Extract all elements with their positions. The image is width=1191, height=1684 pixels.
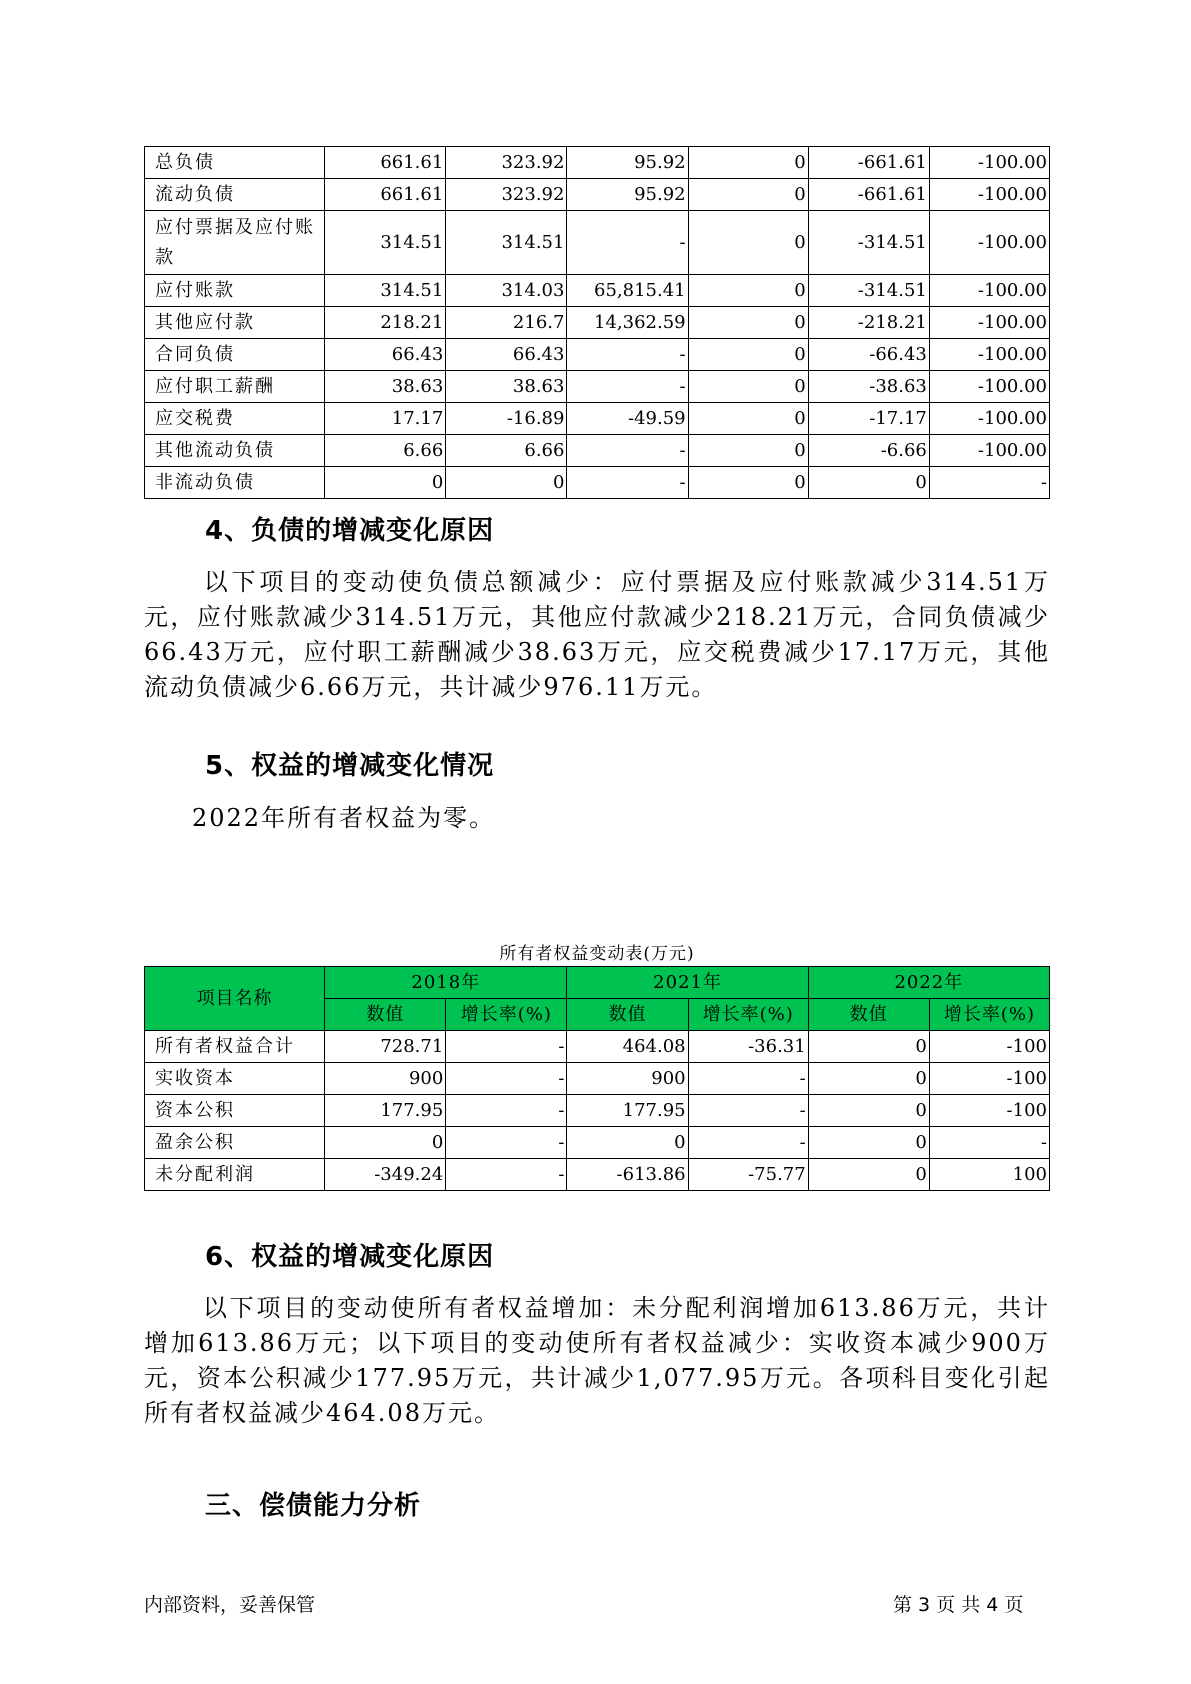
cell-value: 464.08 [567, 1031, 688, 1063]
cell-value: -314.51 [808, 211, 929, 275]
table-row [145, 1127, 1050, 1159]
cell-value: - [567, 339, 688, 371]
row-label: 应付账款 [145, 275, 325, 307]
cell-value: 65,815.41 [567, 275, 688, 307]
table-row [145, 211, 1050, 275]
cell-value: -6.66 [808, 435, 929, 467]
cell-value: - [446, 1031, 567, 1063]
row-label: 应交税费 [145, 403, 325, 435]
table-row [145, 339, 1050, 371]
row-label: 所有者权益合计 [145, 1031, 325, 1063]
table-row [145, 467, 1050, 499]
table-row [145, 371, 1050, 403]
cell-value: 0 [808, 1095, 929, 1127]
section-7-title: 三、偿债能力分析 [205, 1491, 422, 1521]
cell-value: 900 [567, 1063, 688, 1095]
cell-value: 314.51 [325, 275, 446, 307]
section-4-title: 4、负债的增减变化原因 [205, 516, 495, 546]
cell-value: 0 [688, 435, 808, 467]
cell-value: 95.92 [567, 179, 688, 211]
cell-value: - [567, 211, 688, 275]
header-value: 数值 [325, 999, 446, 1031]
cell-value: 0 [688, 275, 808, 307]
table-row [145, 147, 1050, 179]
row-label: 应付票据及应付账款 [145, 211, 325, 275]
cell-value: -613.86 [567, 1159, 688, 1191]
table-row [145, 307, 1050, 339]
cell-value: 900 [325, 1063, 446, 1095]
cell-value: -100.00 [929, 435, 1049, 467]
cell-value: -100.00 [929, 211, 1049, 275]
header-year-2022: 2022年 [808, 967, 1049, 999]
cell-value: 0 [688, 179, 808, 211]
header-value: 数值 [808, 999, 929, 1031]
cell-value: 323.92 [446, 147, 567, 179]
cell-value: 66.43 [446, 339, 567, 371]
cell-value: 0 [688, 147, 808, 179]
cell-value: 216.7 [446, 307, 567, 339]
section-5-body: 2022年所有者权益为零。 [192, 804, 496, 832]
section-5-paragraph [144, 801, 1050, 836]
equity-table-caption: 所有者权益变动表(万元) [499, 944, 695, 964]
cell-value: 0 [325, 467, 446, 499]
cell-value: 66.43 [325, 339, 446, 371]
cell-value: - [688, 1127, 808, 1159]
row-label: 总负债 [145, 147, 325, 179]
row-label: 盈余公积 [145, 1127, 325, 1159]
cell-value: -38.63 [808, 371, 929, 403]
cell-value: - [688, 1095, 808, 1127]
cell-value: 6.66 [325, 435, 446, 467]
section-4-paragraph [144, 565, 1050, 705]
cell-value: 38.63 [325, 371, 446, 403]
cell-value: 0 [688, 339, 808, 371]
cell-value: 0 [688, 371, 808, 403]
table-row [145, 1095, 1050, 1127]
cell-value: - [446, 1127, 567, 1159]
header-item-name: 项目名称 [145, 967, 325, 1031]
cell-value: 177.95 [567, 1095, 688, 1127]
cell-value: 0 [808, 1159, 929, 1191]
section-5-title: 5、权益的增减变化情况 [205, 751, 495, 781]
cell-value: 314.51 [325, 211, 446, 275]
table-row [145, 179, 1050, 211]
cell-value: 323.92 [446, 179, 567, 211]
cell-value: -36.31 [688, 1031, 808, 1063]
cell-value: -100.00 [929, 147, 1049, 179]
table-row [145, 403, 1050, 435]
cell-value: 0 [446, 467, 567, 499]
table-row [145, 1063, 1050, 1095]
cell-value: 0 [688, 211, 808, 275]
header-growth: 增长率(%) [446, 999, 567, 1031]
cell-value: -66.43 [808, 339, 929, 371]
cell-value: 0 [808, 1127, 929, 1159]
row-label: 合同负债 [145, 339, 325, 371]
cell-value: -349.24 [325, 1159, 446, 1191]
cell-value: - [929, 1127, 1049, 1159]
cell-value: -100 [929, 1063, 1049, 1095]
row-label: 实收资本 [145, 1063, 325, 1095]
header-growth: 增长率(%) [688, 999, 808, 1031]
cell-value: - [446, 1159, 567, 1191]
row-label: 流动负债 [145, 179, 325, 211]
cell-value: 0 [808, 1063, 929, 1095]
cell-value: -16.89 [446, 403, 567, 435]
row-label: 非流动负债 [145, 467, 325, 499]
footer-confidential: 内部资料，妥善保管 [144, 1594, 316, 1616]
cell-value: - [446, 1095, 567, 1127]
cell-value: -100.00 [929, 179, 1049, 211]
row-label: 应付职工薪酬 [145, 371, 325, 403]
cell-value: 728.71 [325, 1031, 446, 1063]
cell-value: 0 [688, 307, 808, 339]
cell-value: 314.03 [446, 275, 567, 307]
table-row [145, 1159, 1050, 1191]
cell-value: 38.63 [446, 371, 567, 403]
header-growth: 增长率(%) [929, 999, 1049, 1031]
cell-value: - [446, 1063, 567, 1095]
cell-value: -17.17 [808, 403, 929, 435]
cell-value: - [567, 435, 688, 467]
header-year-2021: 2021年 [567, 967, 808, 999]
cell-value: 14,362.59 [567, 307, 688, 339]
cell-value: -49.59 [567, 403, 688, 435]
cell-value: -661.61 [808, 147, 929, 179]
cell-value: - [929, 467, 1049, 499]
cell-value: 0 [567, 1127, 688, 1159]
header-year-2018: 2018年 [325, 967, 567, 999]
cell-value: 0 [808, 467, 929, 499]
cell-value: 0 [688, 467, 808, 499]
cell-value: -314.51 [808, 275, 929, 307]
section-6-body: 以下项目的变动使所有者权益增加：未分配利润增加613.86万元，共计增加613.86万元；以下项目的变动使所有者权益减少：实收资本减少900万元，资本公积减少177.95万元，共计减少1,077.95万元。各项科目变化引起所有者权益减少464.08万元。 [144, 1294, 1050, 1427]
cell-value: 0 [688, 403, 808, 435]
cell-value: - [688, 1063, 808, 1095]
row-label: 未分配利润 [145, 1159, 325, 1191]
row-label: 其他流动负债 [145, 435, 325, 467]
row-label: 资本公积 [145, 1095, 325, 1127]
cell-value: 0 [808, 1031, 929, 1063]
table-row [145, 435, 1050, 467]
table-row [145, 275, 1050, 307]
cell-value: 6.66 [446, 435, 567, 467]
cell-value: -100.00 [929, 307, 1049, 339]
cell-value: 218.21 [325, 307, 446, 339]
liabilities-table [144, 146, 1050, 499]
cell-value: -100 [929, 1095, 1049, 1127]
equity-table [144, 966, 1050, 1191]
cell-value: 17.17 [325, 403, 446, 435]
cell-value: -100.00 [929, 371, 1049, 403]
section-4-body: 以下项目的变动使负债总额减少：应付票据及应付账款减少314.51万元，应付账款减少314.51万元，其他应付款减少218.21万元，合同负债减少66.43万元，应付职工薪酬减少38.63万元，应交税费减少17.17万元，其他流动负债减少6.66万元，共计减少976.11万元。 [144, 568, 1050, 701]
cell-value: -100.00 [929, 403, 1049, 435]
cell-value: - [567, 371, 688, 403]
table-row [145, 1031, 1050, 1063]
cell-value: 314.51 [446, 211, 567, 275]
cell-value: 661.61 [325, 147, 446, 179]
row-label: 其他应付款 [145, 307, 325, 339]
section-6-paragraph [144, 1291, 1050, 1431]
cell-value: 100 [929, 1159, 1049, 1191]
cell-value: 95.92 [567, 147, 688, 179]
cell-value: 0 [325, 1127, 446, 1159]
header-value: 数值 [567, 999, 688, 1031]
footer-page-number: 第 3 页 共 4 页 [893, 1594, 1024, 1616]
cell-value: -100.00 [929, 339, 1049, 371]
cell-value: 661.61 [325, 179, 446, 211]
cell-value: -75.77 [688, 1159, 808, 1191]
cell-value: -100.00 [929, 275, 1049, 307]
cell-value: -218.21 [808, 307, 929, 339]
cell-value: 177.95 [325, 1095, 446, 1127]
cell-value: -661.61 [808, 179, 929, 211]
section-6-title: 6、权益的增减变化原因 [205, 1242, 495, 1272]
cell-value: - [567, 467, 688, 499]
cell-value: -100 [929, 1031, 1049, 1063]
